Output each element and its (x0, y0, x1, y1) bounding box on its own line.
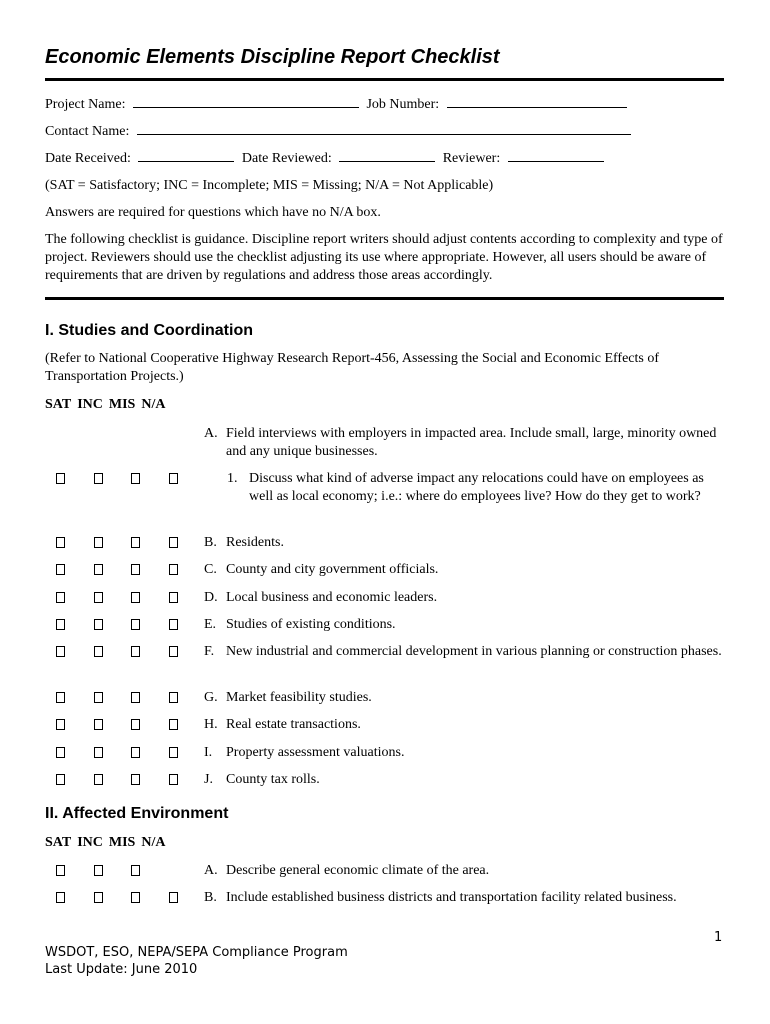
mis-checkbox[interactable] (131, 537, 140, 548)
item-1i (204, 744, 724, 762)
na-checkbox[interactable] (169, 537, 178, 548)
sat-checkbox[interactable] (56, 692, 65, 703)
inc-checkbox[interactable] (94, 564, 103, 575)
item-label: F. (204, 644, 215, 659)
inc-checkbox[interactable] (94, 719, 103, 730)
item-label: J. (204, 772, 213, 787)
date-reviewed-field[interactable] (339, 148, 435, 162)
mis-checkbox[interactable] (131, 774, 140, 785)
item-label: G. (204, 690, 218, 705)
col-na: N/A (141, 835, 166, 850)
mis-checkbox[interactable] (131, 473, 140, 484)
sat-checkbox[interactable] (56, 747, 65, 758)
item-1f (204, 643, 724, 661)
page-number: 1 (714, 930, 723, 945)
na-checkbox[interactable] (169, 747, 178, 758)
mis-checkbox[interactable] (131, 646, 140, 657)
contact-name-label: Contact Name: (45, 124, 130, 139)
item-2a (204, 862, 724, 880)
item-text: Field interviews with employers in impacted area. Include small, large, minority owned and any unique businesses. (226, 426, 717, 459)
job-number-label: Job Number: (366, 97, 440, 112)
reviewer-label: Reviewer: (442, 151, 501, 166)
item-label: H. (204, 717, 218, 732)
inc-checkbox[interactable] (94, 747, 103, 758)
inc-checkbox[interactable] (94, 473, 103, 484)
col-inc: INC (77, 397, 103, 412)
item-1b (204, 534, 724, 552)
mis-checkbox[interactable] (131, 865, 140, 876)
na-checkbox[interactable] (169, 692, 178, 703)
item-text: Property assessment valuations. (226, 745, 405, 760)
item-label: B. (204, 890, 217, 905)
col-inc: INC (77, 835, 103, 850)
inc-checkbox[interactable] (94, 692, 103, 703)
item-1e (204, 616, 724, 634)
footer-program: WSDOT, ESO, NEPA/SEPA Compliance Program (45, 945, 348, 960)
item-text: Studies of existing conditions. (226, 617, 396, 632)
contact-name-row (45, 121, 635, 141)
item-text: Market feasibility studies. (226, 690, 372, 705)
section-1-note: (Refer to National Cooperative Highway Research Report-456, Assessing the Social and Economic Effects of Transportation Projects.) (45, 351, 660, 384)
col-sat: SAT (45, 835, 72, 850)
dates-row (45, 148, 608, 168)
item-text: Real estate transactions. (226, 717, 361, 732)
inc-checkbox[interactable] (94, 892, 103, 903)
item-1a (204, 425, 724, 461)
col-mis: MIS (108, 397, 136, 412)
answers-note: Answers are required for questions which have no N/A box. (45, 205, 381, 220)
guidance-paragraph: The following checklist is guidance. Discipline report writers should adjust contents according to complexity and type of project. Reviewers should use the checklist adjusting its use where appropriate. However, all users should be aware of requirements that are driven by regulations and address those areas accordingly. (45, 232, 723, 283)
col-sat: SAT (45, 397, 72, 412)
item-label: C. (204, 562, 217, 577)
project-name-row (45, 94, 631, 114)
item-1a1 (227, 470, 724, 506)
item-text: Residents. (226, 535, 284, 550)
section-1-column-headers (45, 397, 171, 413)
sat-checkbox[interactable] (56, 719, 65, 730)
reviewer-field[interactable] (508, 148, 604, 162)
section-2-column-headers (45, 835, 171, 851)
na-checkbox[interactable] (169, 719, 178, 730)
sat-checkbox[interactable] (56, 774, 65, 785)
date-reviewed-label: Date Reviewed: (241, 151, 332, 166)
item-1g (204, 689, 724, 707)
mis-checkbox[interactable] (131, 592, 140, 603)
sat-checkbox[interactable] (56, 646, 65, 657)
inc-checkbox[interactable] (94, 646, 103, 657)
inc-checkbox[interactable] (94, 774, 103, 785)
item-text: Describe general economic climate of the area. (226, 863, 490, 878)
sat-checkbox[interactable] (56, 865, 65, 876)
item-text: Local business and economic leaders. (226, 590, 438, 605)
section-1-heading: I. Studies and Coordination (45, 322, 253, 339)
contact-name-field[interactable] (137, 121, 631, 135)
item-label: D. (204, 590, 218, 605)
item-label: A. (204, 863, 218, 878)
mis-checkbox[interactable] (131, 564, 140, 575)
date-received-label: Date Received: (45, 151, 131, 166)
item-1d (204, 589, 724, 607)
inc-checkbox[interactable] (94, 537, 103, 548)
legend: (SAT = Satisfactory; INC = Incomplete; MIS = Missing; N/A = Not Applicable) (45, 178, 494, 193)
col-na: N/A (141, 397, 166, 412)
na-checkbox[interactable] (169, 592, 178, 603)
na-checkbox[interactable] (169, 619, 178, 630)
title-divider (45, 78, 724, 81)
sat-checkbox[interactable] (56, 537, 65, 548)
sat-checkbox[interactable] (56, 564, 65, 575)
inc-checkbox[interactable] (94, 619, 103, 630)
sat-checkbox[interactable] (56, 619, 65, 630)
item-label: 1. (227, 471, 238, 486)
mis-checkbox[interactable] (131, 747, 140, 758)
item-label: A. (204, 426, 218, 441)
section-2-heading: II. Affected Environment (45, 805, 229, 822)
page-title: Economic Elements Discipline Report Checklist (45, 46, 500, 68)
item-label: B. (204, 535, 217, 550)
item-text: County tax rolls. (226, 772, 320, 787)
item-label: E. (204, 617, 217, 632)
item-1c (204, 561, 724, 579)
item-2b (204, 889, 724, 907)
item-text: Include established business districts and transportation facility related business. (226, 890, 677, 905)
item-label: I. (204, 745, 213, 760)
mis-checkbox[interactable] (131, 719, 140, 730)
date-received-field[interactable] (138, 148, 234, 162)
project-name-label: Project Name: (45, 97, 126, 112)
mis-checkbox[interactable] (131, 692, 140, 703)
footer-last-update: Last Update: June 2010 (45, 962, 198, 977)
mis-checkbox[interactable] (131, 892, 140, 903)
sat-checkbox[interactable] (56, 473, 65, 484)
na-checkbox[interactable] (169, 564, 178, 575)
mis-checkbox[interactable] (131, 619, 140, 630)
header-divider (45, 297, 724, 300)
inc-checkbox[interactable] (94, 592, 103, 603)
na-checkbox[interactable] (169, 646, 178, 657)
na-checkbox[interactable] (169, 473, 178, 484)
item-text: New industrial and commercial development in various planning or construction phases. (226, 644, 722, 659)
item-1j (204, 771, 724, 789)
job-number-field[interactable] (447, 94, 627, 108)
item-text: County and city government officials. (226, 562, 439, 577)
na-checkbox[interactable] (169, 774, 178, 785)
item-1h (204, 716, 724, 734)
col-mis: MIS (108, 835, 136, 850)
project-name-field[interactable] (133, 94, 359, 108)
inc-checkbox[interactable] (94, 865, 103, 876)
sat-checkbox[interactable] (56, 592, 65, 603)
sat-checkbox[interactable] (56, 892, 65, 903)
item-text: Discuss what kind of adverse impact any relocations could have on employees as well as local economy; i.e.: where do employees live? How do they get to work? (249, 471, 704, 504)
na-checkbox[interactable] (169, 892, 178, 903)
